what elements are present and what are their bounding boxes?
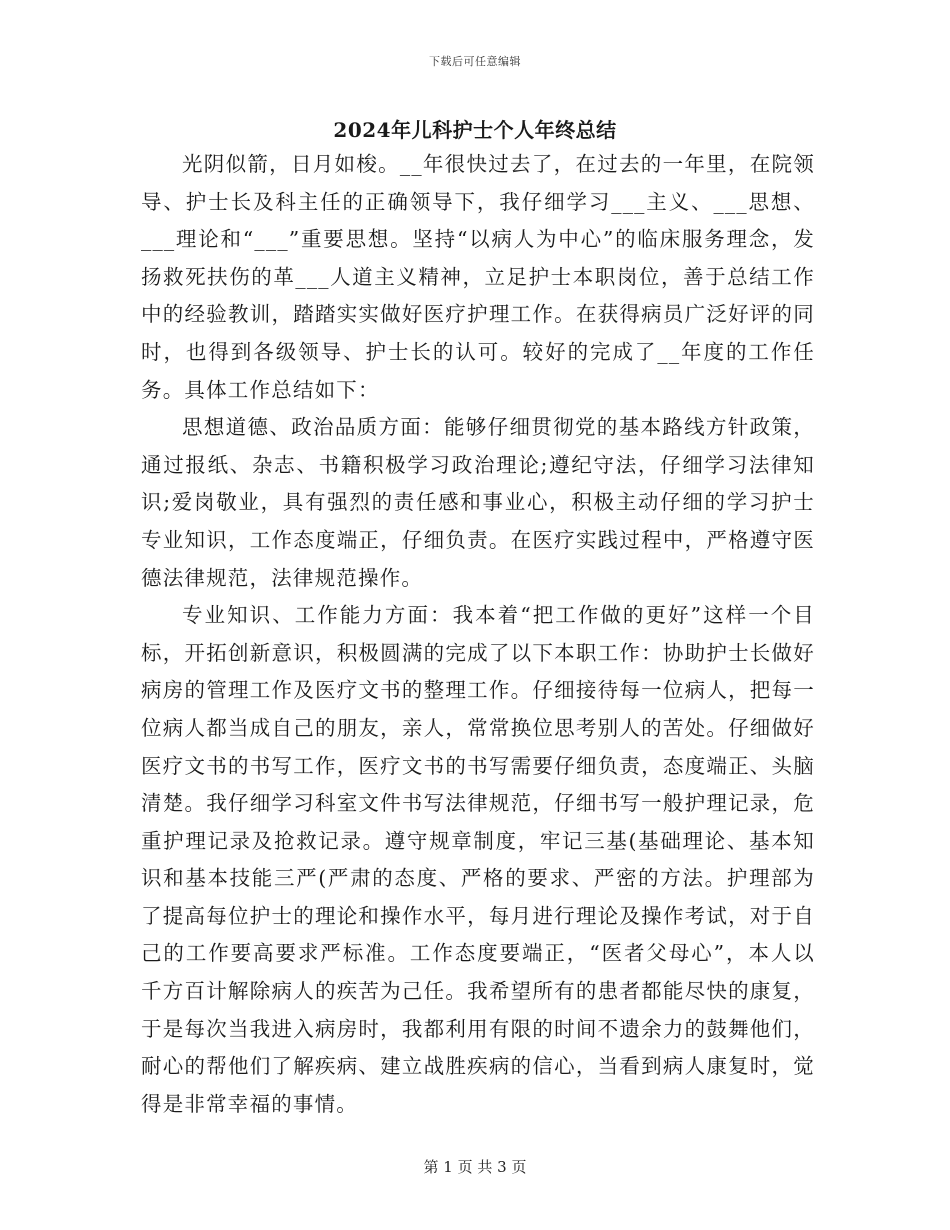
document-body: [141, 146, 815, 1123]
header-note: 下载后可任意编辑: [429, 55, 521, 68]
document-title: 2024年儿科护士个人年终总结: [333, 118, 617, 142]
paragraph: 光阴似箭，日月如梭。__年很快过去了，在过去的一年里，在院领导、护士长及科主任的正确领导下，我仔细学习___主义、___思想、___理论和“___”重要思想。坚持“以病人为中心”的临床服务理念，发扬救死扶伤的革___人道主义精神，立足护士本职岗位，善于总结工作中的经验教训，踏踏实实做好医疗护理工作。在获得病员广泛好评的同时，也得到各级领导、护士长的认可。较好的完成了__年度的工作任务。具体工作总结如下：: [141, 152, 815, 402]
paragraph: 思想道德、政治品质方面：能够仔细贯彻党的基本路线方针政策，通过报纸、杂志、书籍积极学习政治理论;遵纪守法，仔细学习法律知识;爱岗敬业，具有强烈的责任感和事业心，积极主动仔细的学习护士专业知识，工作态度端正，仔细负责。在医疗实践过程中，严格遵守医德法律规范，法律规范操作。: [141, 415, 815, 590]
page-number: 第 1 页 共 3 页: [423, 1158, 527, 1176]
paragraph: 专业知识、工作能力方面：我本着“把工作做的更好”这样一个目标，开拓创新意识，积极圆满的完成了以下本职工作：协助护士长做好病房的管理工作及医疗文书的整理工作。仔细接待每一位病人，把每一位病人都当成自己的朋友，亲人，常常换位思考别人的苦处。仔细做好医疗文书的书写工作，医疗文书的书写需要仔细负责，态度端正、头脑清楚。我仔细学习科室文件书写法律规范，仔细书写一般护理记录，危重护理记录及抢救记录。遵守规章制度，牢记三基(基础理论、基本知识和基本技能三严(严肃的态度、严格的要求、严密的方法。护理部为了提高每位护士的理论和操作水平，每月进行理论及操作考试，对于自己的工作要高要求严标准。工作态度要端正，“医者父母心”，本人以千方百计解除病人的疾苦为己任。我希望所有的患者都能尽快的康复，于是每次当我进入病房时，我都利用有限的时间不遗余力的鼓舞他们，耐心的帮他们了解疾病、建立战胜疾病的信心，当看到病人康复时，觉得是非常幸福的事情。: [141, 603, 815, 1116]
